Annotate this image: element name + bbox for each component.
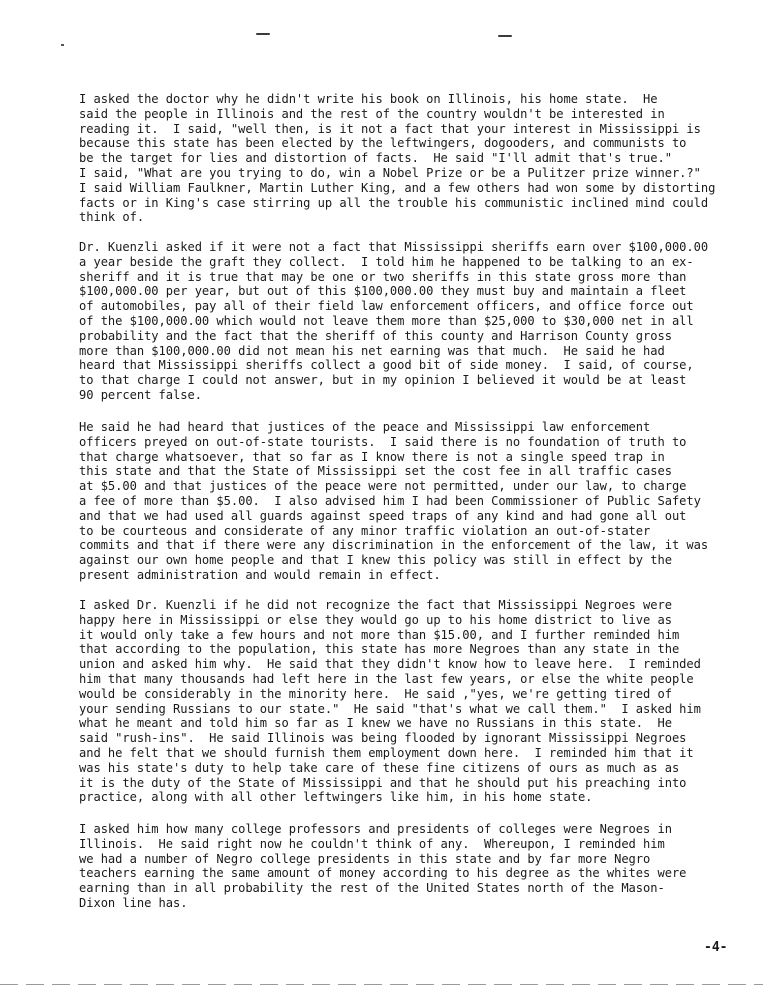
bottom-edge-rule	[0, 984, 763, 985]
paragraph-5: I asked him how many college professors and presidents of colleges were Negroes in Illinois. He said right now he couldn't think of any. Whereupon, I reminded him we had a number of Negro college presidents in this state and by far more Negro teachers earning the same amount of money according to his degree as the whites were earning than in all probability the rest of the United States north of the Mason- Dixon line has.	[79, 822, 687, 910]
paragraph-2: Dr. Kuenzli asked if it were not a fact that Mississippi sheriffs earn over $100,000.00 a year beside the graft they collect. I told him he happened to be talking to an ex- sheriff and it is true that may be one or two sheriffs in this state gross more than $100,000.00 per year, but out of this $100,000.00 they must buy and maintain a fleet of automobiles, pay all of their field law enforcement officers, and office force out of the $100,000.00 which would not leave them more than $25,000 to $30,000 net in all probability and the fact that the sheriff of this county and Harrison County gross more than $100,000.00 did not mean his net earning was that much. He said he had heard that Mississippi sheriffs collect a good bit of side money. I said, of course, to that charge I could not answer, but in my opinion I believed it would be at least 90 percent false.	[79, 240, 709, 402]
top-mark-right	[498, 35, 512, 37]
paragraph-1: I asked the doctor why he didn't write his book on Illinois, his home state. He said the people in Illinois and the rest of the country wouldn't be interested in reading it. I said, "well then, is it not a fact that your interest in Mississippi is because this state has been elected by the leftwingers, dogooders, and communists to be the target for lies and distortion of facts. He said "I'll admit that's true." I said, "What are you trying to do, win a Nobel Prize or be a Pulitzer prize winner.?" I said William Faulkner, Martin Luther King, and a few others had won some by distorting facts or in King's case stirring up all the trouble his communistic inclined mind could think of.	[79, 92, 716, 225]
page-number: -4-	[704, 940, 728, 955]
paragraph-4: I asked Dr. Kuenzli if he did not recognize the fact that Mississippi Negroes were happy here in Mississippi or else they would go up to his home district to live as it would only take a few hours and not more than $15.00, and I further reminded him that according to the population, this state has more Negroes than any state in the union and asked him why. He said that they didn't know how to leave here. I reminded him that many thousands had left here in the last few years, or else the white people would be considerably in the minority here. He said ,"yes, we're getting tired of your sending Russians to our state." He said "that's what we call them." I asked him what he meant and told him so far as I knew we have no Russians in this state. He said "rush-ins". He said Illinois was being flooded by ignorant Mississippi Negroes and he felt that we should furnish them employment down here. I reminded him that it was his state's duty to help take care of these fine citizens of ours as much as as it is the duty of the State of Mississippi and that he should put his preaching into practice, along with all other leftwingers like him, in his home state.	[79, 598, 701, 805]
paragraph-3: He said he had heard that justices of the peace and Mississippi law enforcement officers preyed on out-of-state tourists. I said there is no foundation of truth to that charge whatsoever, that so far as I know there is not a single speed trap in this state and that the State of Mississippi set the cost fee in all traffic cases at $5.00 and that justices of the peace were not permitted, under our law, to charge a fee of more than $5.00. I also advised him I had been Commissioner of Public Safety and that we had used all guards against speed traps of any kind and had gone all out to be courteous and considerate of any minor traffic violation an out-of-stater commits and that if there were any discrimination in the enforcement of the law, it was against our own home people and that I knew this policy was still in effect by the present administration and would remain in effect.	[79, 420, 709, 582]
top-mark-left	[256, 33, 270, 35]
margin-dot	[61, 44, 64, 46]
